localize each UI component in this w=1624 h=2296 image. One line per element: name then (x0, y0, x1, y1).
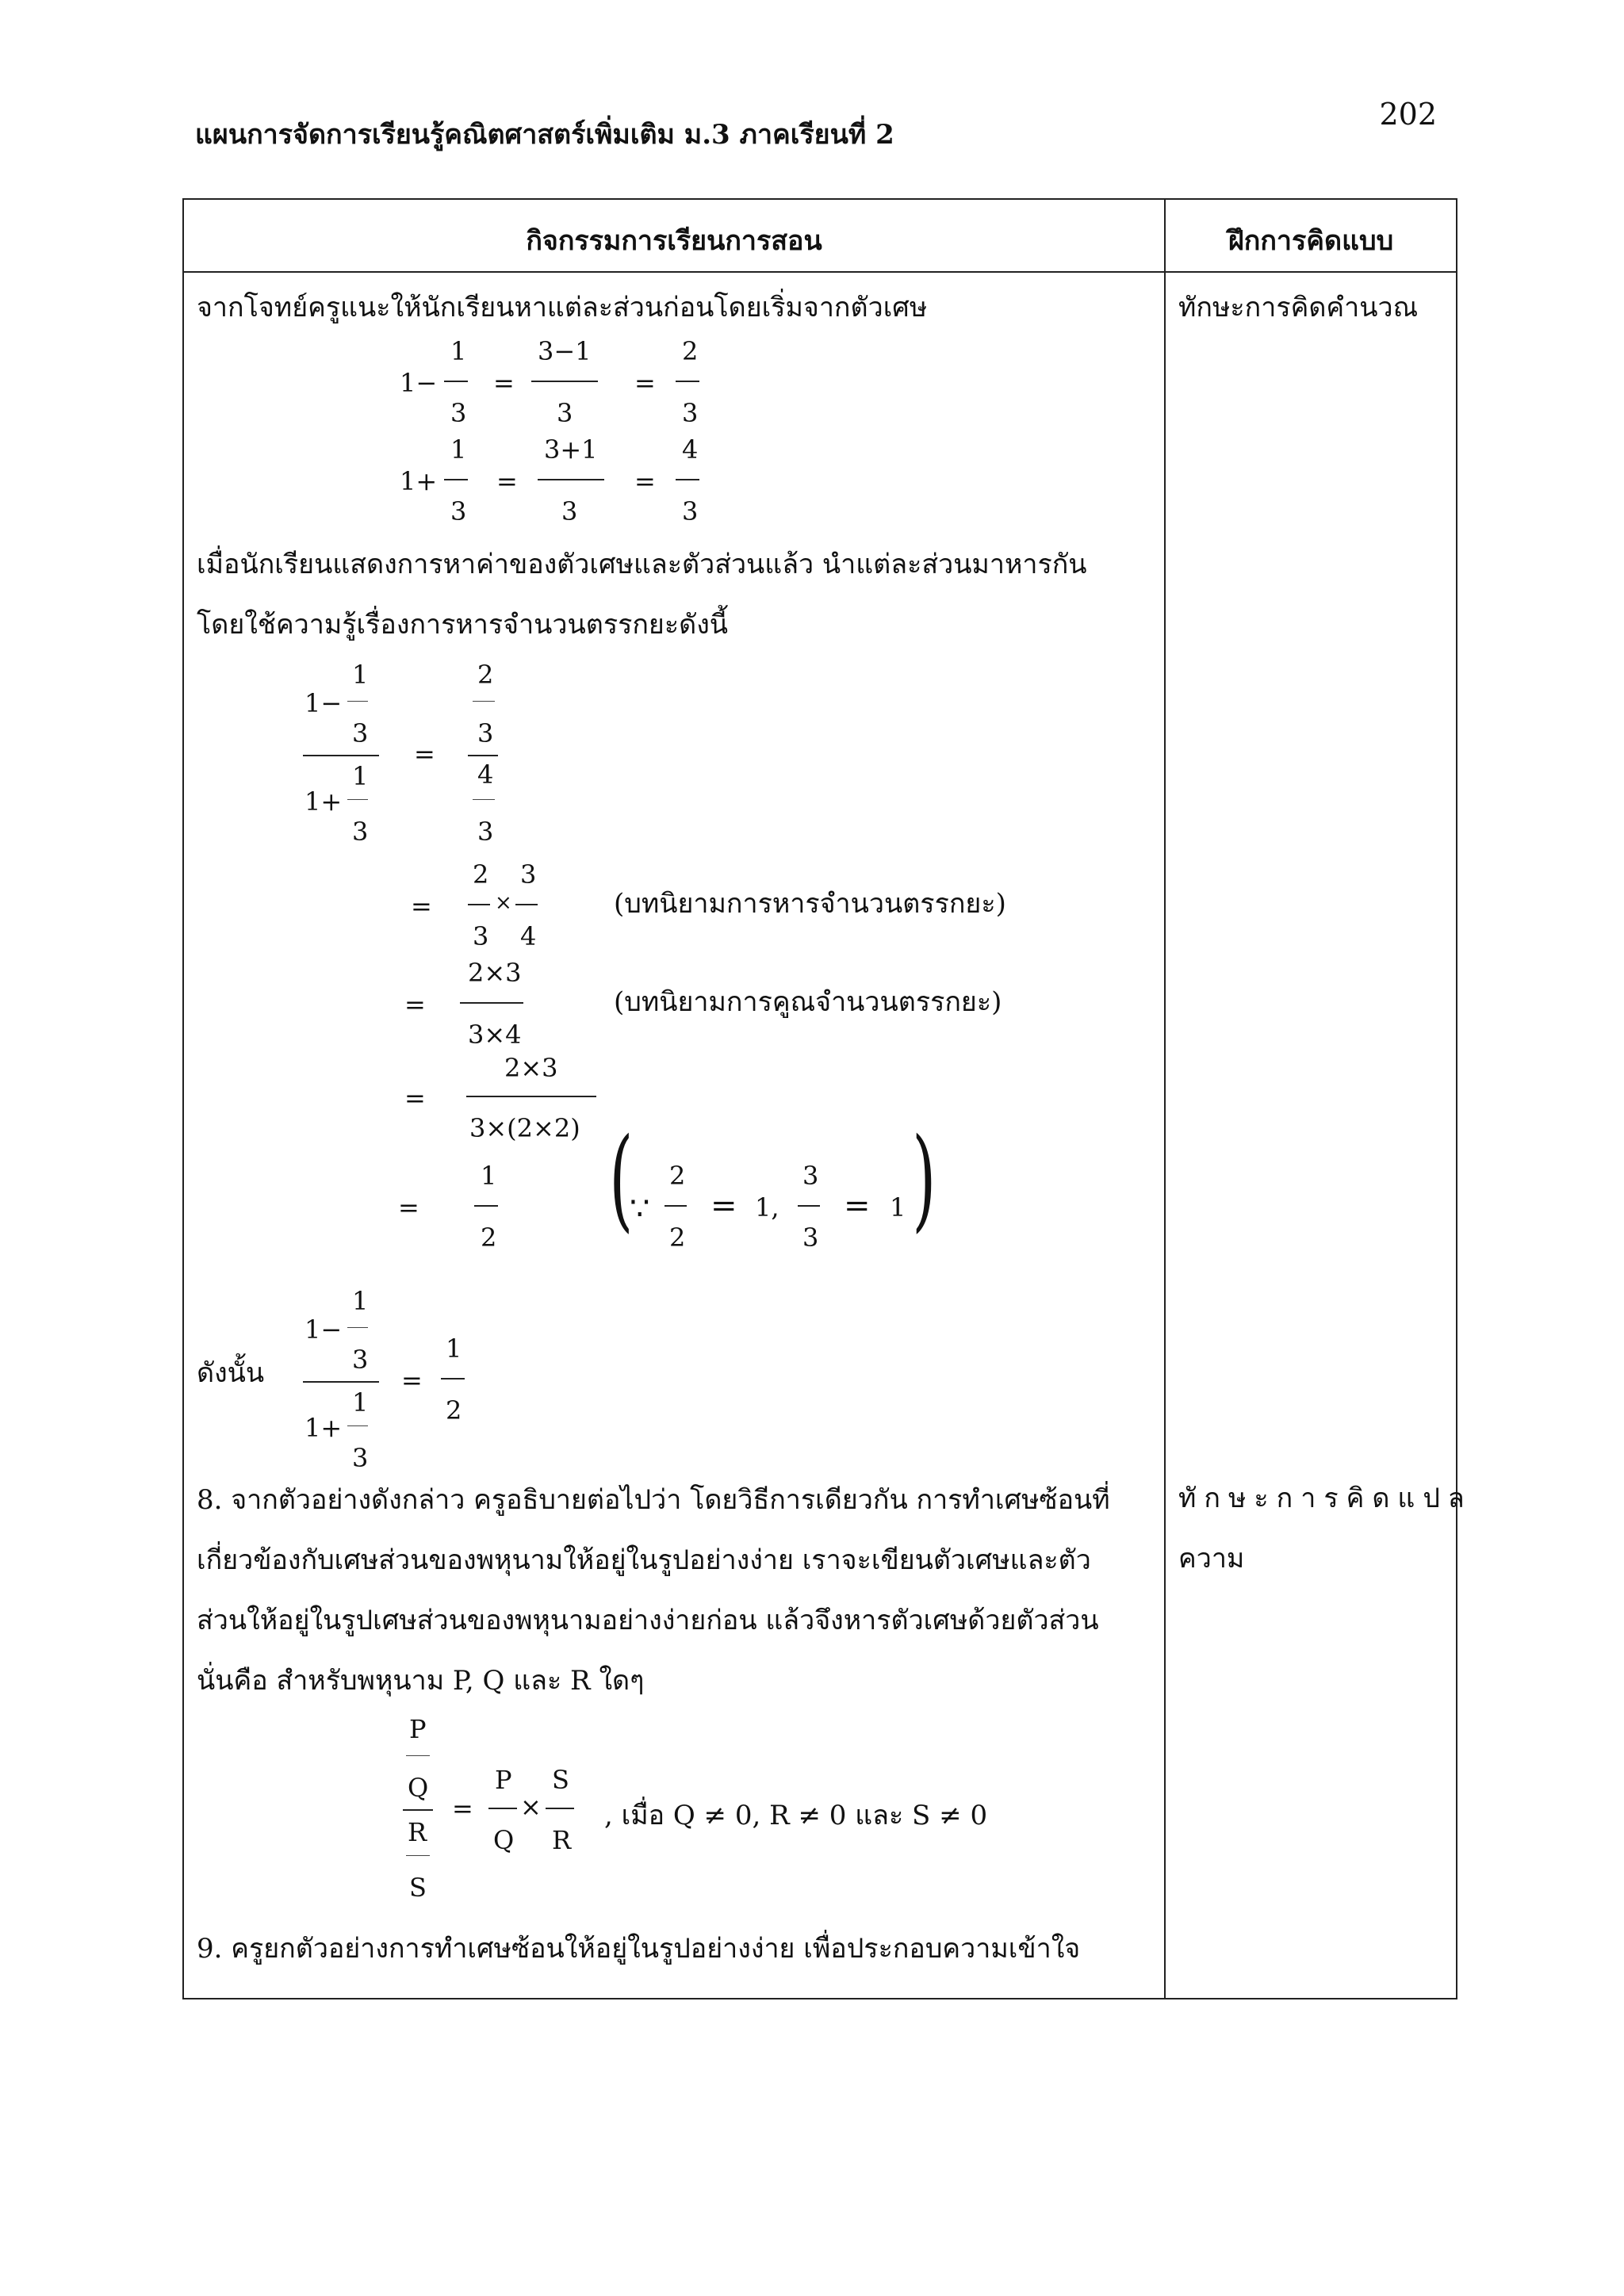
skill-interpretation-line1: ทักษะการคิดแปล (1178, 1483, 1473, 1514)
item8-line1: 8. จากตัวอย่างดังกล่าว ครูอธิบายต่อไปว่า โดยวิธีการเดียวกัน การทำเศษซ้อนที่ (197, 1484, 1110, 1516)
page-number: 202 (1379, 97, 1437, 132)
item9-text: 9. ครูยกตัวอย่างการทำเศษซ้อนให้อยู่ในรูปอย่างง่าย เพื่อประกอบความเข้าใจ (197, 1933, 1081, 1965)
paragraph-line1: เมื่อนักเรียนแสดงการหาค่าของตัวเศษและตัวส่วนแล้ว นำแต่ละส่วนมาหารกัน (197, 549, 1087, 580)
condition-text: , เมื่อ Q ≠ 0, R ≠ 0 และ S ≠ 0 (604, 1800, 988, 1831)
column-divider (1164, 200, 1166, 1998)
paragraph-line2: โดยใช้ความรู้เรื่องการหารจำนวนตรรกยะดังนี้ (197, 609, 729, 641)
item8-line2: เกี่ยวข้องกับเศษส่วนของพหุนามให้อยู่ในรูปอย่างง่าย เราจะเขียนตัวเศษและตัว (197, 1544, 1091, 1576)
item8-line3: ส่วนให้อยู่ในรูปเศษส่วนของพหุนามอย่างง่ายก่อน แล้วจึงหารตัวเศษด้วยตัวส่วน (197, 1605, 1099, 1636)
table-header-row (184, 200, 1456, 273)
lesson-table: กิจกรรมการเรียนการสอน ฝึกการคิดแบบ ทักษะการคิดคำนวณ ทักษะการคิดแปล ความ จากโจทย์ครูแนะให้นักเรียนหาแต่ละส่วนก่อนโดยเริ่มจากตัวเศษ 1− 1 3 = 3−1 3 = 2 3 1+ 1 3 = 3+1 3 = 4 3 เมื่อนักเรียนแสดงการหาค่าของตัวเศษและตัวส่วนแล้ว นำแต่ละส่วนมาหารกัน โดยใช้ความรู้เรื่องการหารจำนวนตรรกยะดังนี้ 1− 1 3 1 1+ 3 = 2 3 4 3 = 2 3 × 3 4 (บทนิยามการหารจำนวนตรรกยะ) = 2×3 3×4 (บทนิยามการคูณจำนวนตรรกยะ) = 2×3 3×(2×2) = 1 2 ( ∵ 2 2 = 1, 3 3 = 1 ) ดังนั้น 1− 1 3 1 1+ 3 = 1 2 8. จากตัวอย่างดังกล่าว ครูอธิบายต่อไปว่า โดยวิธีการเดียวกัน การทำเศษซ้อนที่ เกี่ยวข้องกับเศษส่วนของพหุนามให้อยู่ในรูปอย่างง่าย เราจะเขียนตัวเศษและตัว ส่วนให้อยู่ในรูปเศษส่วนของพหุนามอย่างง่ายก่อน แล้วจึงหารตัวเศษด้วยตัวส่วน นั่นคือ สำหรับพหุนาม P, Q และ R ใดๆ P Q R S = P Q × S R , เมื่อ Q ≠ 0, R ≠ 0 และ S ≠ 0 9. ครูยกตัวอย่างการทำเศษซ้อนให้อยู่ในรูปอย่างง่าย เพื่อประกอบความเข้าใจ (182, 198, 1457, 1999)
note-division-definition: (บทนิยามการหารจำนวนตรรกยะ) (614, 888, 1006, 920)
header-skills: ฝึกการคิดแบบ (1228, 225, 1394, 257)
document-title: แผนการจัดการเรียนรู้คณิตศาสตร์เพิ่มเติม ม.3 ภาคเรียนที่ 2 (195, 119, 894, 151)
intro-text: จากโจทย์ครูแนะให้นักเรียนหาแต่ละส่วนก่อนโดยเริ่มจากตัวเศษ (197, 292, 928, 323)
item8-line4: นั่นคือ สำหรับพหุนาม P, Q และ R ใดๆ (197, 1665, 645, 1697)
header-activities: กิจกรรมการเรียนการสอน (526, 225, 822, 257)
note-multiplication-definition: (บทนิยามการคูณจำนวนตรรกยะ) (614, 986, 1002, 1018)
therefore-label: ดังนั้น (197, 1357, 265, 1389)
skill-calculation: ทักษะการคิดคำนวณ (1178, 292, 1419, 323)
skill-interpretation-line2: ความ (1178, 1543, 1245, 1575)
